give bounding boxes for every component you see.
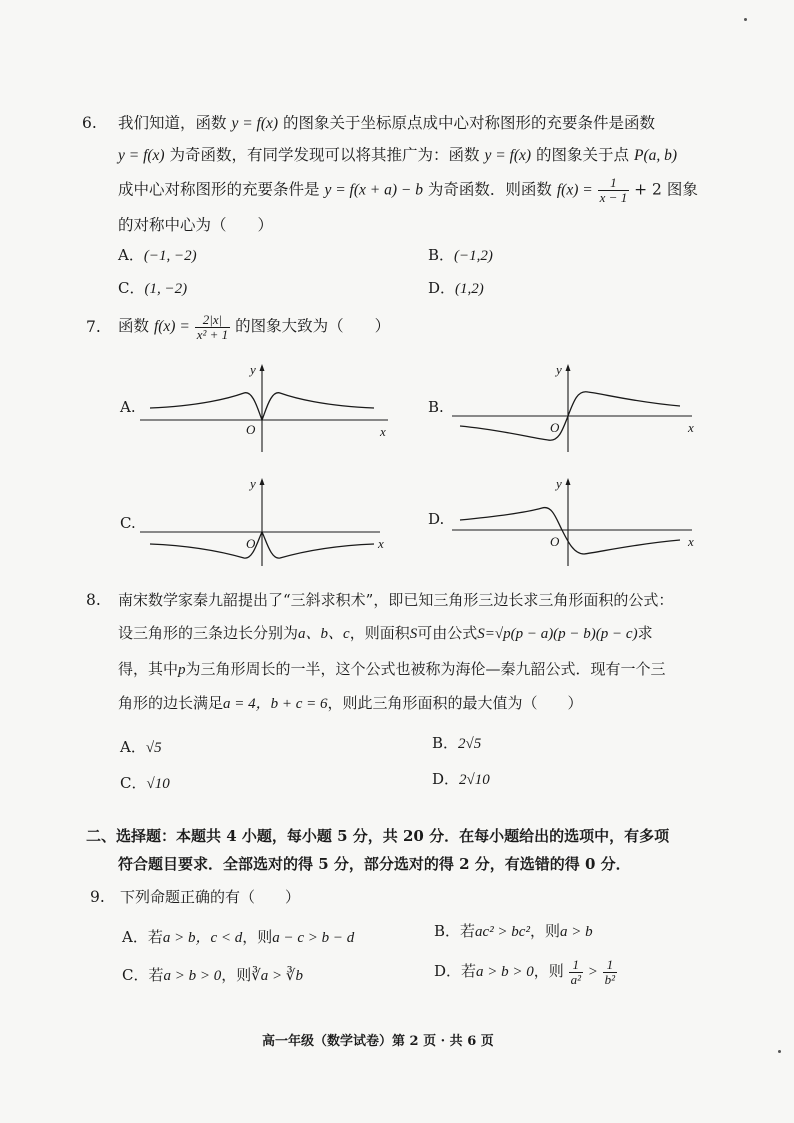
q7-fraction	[195, 313, 230, 342]
q6-option-c	[118, 277, 187, 298]
option-text: ，则	[242, 928, 273, 946]
q6-text: 的图象关于坐标原点成中心对称图形的充要条件是函数	[283, 114, 656, 132]
q8-text: ，则面积	[349, 624, 410, 642]
q8-line-2	[118, 622, 653, 645]
graph-c-x-label: x	[378, 536, 384, 551]
option-label: B．若	[434, 922, 476, 940]
q7-number: 7.	[86, 318, 101, 336]
q8-math: a、b、c	[298, 626, 350, 642]
option-text: ，则	[529, 922, 560, 940]
option-text: ，则	[533, 962, 564, 980]
q6-text: + 2 图象	[634, 180, 698, 199]
option-value: (−1,2)	[454, 248, 493, 264]
graph-b-origin: O	[550, 420, 560, 435]
option-label: C．	[120, 774, 147, 792]
q8-math: p	[178, 662, 186, 678]
q8-number: 8.	[86, 591, 101, 609]
option-value: 2√10	[459, 772, 490, 788]
frac-den: b²	[604, 971, 616, 987]
q6-math: P(a, b)	[634, 147, 678, 164]
graph-d-x-label: x	[688, 534, 694, 549]
option-math: a > b	[559, 924, 593, 940]
q8-option-b	[432, 732, 481, 753]
q9-option-b	[434, 920, 593, 941]
option-value: √5	[145, 740, 162, 756]
graph-d-curve	[460, 508, 680, 554]
option-label: A．	[120, 738, 146, 756]
q8-text: 为三角形周长的一半，这个公式也被称为海伦—秦九韶公式．现有一个三	[185, 660, 666, 678]
graph-a-x-label: x	[380, 424, 386, 439]
option-math: ac² > bc²	[475, 924, 530, 940]
page-footer: 高一年级（数学试卷）第 2 页 · 共 6 页	[262, 1034, 494, 1049]
q8-formula: S=√p(p − a)(p − b)(p − c)	[477, 626, 638, 642]
graph-a-y-label: y	[250, 362, 256, 377]
option-label: B．	[432, 734, 459, 752]
q8-line-3	[118, 658, 666, 681]
option-math: a > b，c < d	[162, 930, 243, 946]
q6-option-a	[118, 244, 197, 265]
q6-math: f(x) =	[556, 181, 593, 199]
q7-math: f(x) =	[153, 318, 190, 335]
option-math: >	[587, 964, 598, 980]
option-value: 2√5	[458, 736, 482, 752]
option-value: (1, −2)	[144, 281, 188, 297]
option-value: (1,2)	[455, 281, 484, 297]
q8-text: 角形的边长满足	[118, 694, 224, 712]
graph-c-y-label: y	[250, 476, 256, 491]
q8-text: 求	[637, 624, 653, 642]
graph-c-origin: O	[246, 536, 256, 551]
section-2-heading-line-1: 二、选择题：本题共 4 小题，每小题 5 分，共 20 分．在每小题给出的选项中，有多项	[86, 827, 670, 845]
frac-num: 1	[603, 958, 617, 973]
q7-stem	[118, 308, 390, 345]
q9-d-fraction-2	[603, 958, 617, 987]
q6-math: y = f(x)	[231, 115, 279, 132]
option-math: a > b > 0	[476, 964, 534, 980]
q6-number: 6.	[82, 114, 97, 132]
option-label: C．若	[122, 966, 164, 984]
q6-fraction	[598, 176, 630, 205]
q6-text: 成中心对称图形的充要条件是	[118, 180, 320, 199]
q8-math: S	[409, 626, 418, 642]
option-label: A．	[118, 246, 144, 264]
q9-number: 9.	[90, 888, 105, 906]
option-label: D．若	[434, 962, 477, 980]
graph-b	[452, 360, 702, 455]
q6-frac-den: x − 1	[599, 190, 628, 205]
q6-line-4: 的对称中心为（ ）	[118, 216, 274, 234]
q6-text: 的图象关于点	[536, 146, 630, 164]
option-label: D．	[432, 770, 460, 788]
q9-d-fraction-1	[569, 958, 583, 987]
graph-d-y-label: y	[556, 476, 562, 491]
q6-line-3	[118, 176, 698, 205]
q9-stem: 下列命题正确的有（ ）	[120, 888, 301, 906]
graph-b-y-label: y	[556, 362, 562, 377]
q6-option-d	[428, 277, 484, 298]
q9-option-c	[122, 964, 303, 985]
option-math: a − c > b − d	[272, 930, 355, 946]
q8-option-a	[120, 736, 162, 757]
graph-d-origin: O	[550, 534, 560, 549]
option-text: ，则	[221, 966, 252, 984]
q8-line-1: 南宋数学家秦九韶提出了“三斜求积术”，即已知三角形三边长求三角形面积的公式：	[118, 591, 674, 609]
q6-line-2	[118, 144, 677, 167]
q6-text: 我们知道，函数	[118, 114, 227, 132]
q9-option-a	[122, 926, 354, 947]
graph-a	[140, 360, 400, 455]
q6-text: 为奇函数．则函数	[427, 180, 552, 199]
q6-line-1	[118, 112, 655, 135]
q6-math: y = f(x)	[118, 147, 165, 164]
graph-a-label: A.	[120, 398, 136, 416]
q8-line-4	[118, 692, 583, 715]
q8-text: 设三角形的三条边长分别为	[118, 624, 299, 642]
section-2-heading-line-2: 符合题目要求．全部选对的得 5 分，部分选对的得 2 分，有选错的得 0 分．	[118, 855, 631, 873]
q8-text: ，则此三角形面积的最大值为（ ）	[327, 694, 583, 712]
graph-b-x-label: x	[688, 420, 694, 435]
q6-frac-num: 1	[598, 176, 630, 191]
q8-option-d	[432, 768, 490, 789]
graph-c-label: C.	[120, 514, 136, 532]
option-label: B．	[428, 246, 455, 264]
graph-d	[452, 474, 702, 569]
option-value: √10	[146, 776, 170, 792]
q7-frac-num: 2|x|	[195, 313, 230, 328]
frac-num: 1	[569, 958, 583, 973]
scan-speck	[778, 1050, 781, 1053]
graph-c	[140, 474, 400, 569]
q6-text: 为奇函数，有同学发现可以将其推广为：函数	[169, 146, 480, 164]
frac-den: a²	[570, 971, 581, 987]
option-label: D．	[428, 279, 456, 297]
option-math: a > b > 0	[163, 968, 222, 984]
option-value: (−1, −2)	[143, 248, 197, 264]
option-label: A．若	[122, 928, 163, 946]
option-label: C．	[118, 279, 145, 297]
q6-math: y = f(x)	[484, 147, 532, 164]
q6-option-b	[428, 244, 493, 265]
q7-text: 的图象大致为（ ）	[235, 317, 391, 335]
q9-option-d	[434, 956, 617, 987]
scan-speck	[744, 18, 747, 21]
graph-a-origin: O	[246, 422, 256, 437]
q7-text: 函数	[118, 317, 150, 335]
q8-option-c	[120, 772, 170, 793]
q8-math: a = 4，b + c = 6	[223, 696, 328, 712]
option-math: ∛a > ∛b	[251, 968, 303, 984]
q8-text: 可由公式	[417, 624, 478, 642]
graph-b-label: B.	[428, 398, 444, 416]
graph-d-label: D.	[428, 510, 445, 528]
q7-frac-den: x² + 1	[196, 326, 229, 342]
q6-math: y = f(x + a) − b	[324, 181, 423, 199]
q8-text: 得，其中	[118, 660, 179, 678]
